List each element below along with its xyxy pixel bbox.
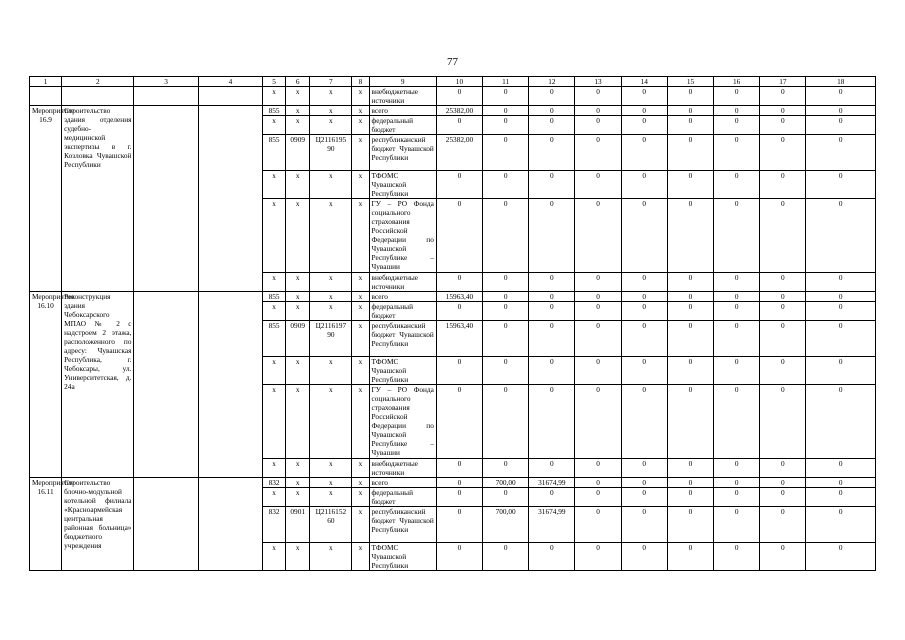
value-cell: 0 [714, 459, 760, 478]
csr-cell: х [310, 488, 352, 507]
column-header: 10 [436, 77, 482, 87]
vr-cell: х [352, 478, 369, 488]
value-cell: 0 [760, 292, 806, 302]
column-header: 3 [134, 77, 198, 87]
grbs-cell: х [263, 302, 286, 321]
value-cell: 0 [529, 321, 575, 357]
value-cell: 0 [667, 488, 713, 507]
source-cell: ГУ – РО Фонда социального страхования Российской Федерации по Чувашской Республике – Чувашии [369, 385, 436, 459]
value-cell: 0 [483, 116, 529, 135]
vr-cell: х [352, 321, 369, 357]
grbs-cell: х [263, 543, 286, 571]
value-cell: 0 [760, 302, 806, 321]
rzpr-cell: х [286, 459, 310, 478]
value-cell: 0 [529, 292, 575, 302]
value-cell: 0 [667, 302, 713, 321]
rzpr-cell: х [286, 106, 310, 116]
name-cell [62, 87, 134, 106]
value-cell: 0 [621, 199, 667, 273]
rzpr-cell: х [286, 116, 310, 135]
value-cell: 0 [806, 543, 876, 571]
value-cell: 0 [667, 292, 713, 302]
vr-cell: х [352, 302, 369, 321]
value-cell: 0 [714, 357, 760, 385]
vr-cell: х [352, 459, 369, 478]
measure-cell: Мероприятие 16.10 [30, 292, 62, 478]
value-cell: 0 [714, 302, 760, 321]
grbs-cell: х [263, 116, 286, 135]
value-cell: 0 [436, 116, 482, 135]
value-cell: 0 [436, 488, 482, 507]
value-cell: 0 [575, 135, 621, 171]
source-cell: внебюджетные источники [369, 273, 436, 292]
column-header: 14 [621, 77, 667, 87]
value-cell: 0 [483, 357, 529, 385]
source-cell: федеральный бюджет [369, 488, 436, 507]
coexecutor-cell [198, 292, 262, 478]
rzpr-cell: х [286, 488, 310, 507]
value-cell: 0 [621, 302, 667, 321]
vr-cell: х [352, 488, 369, 507]
value-cell: 0 [667, 478, 713, 488]
value-cell: 0 [621, 87, 667, 106]
value-cell: 0 [483, 87, 529, 106]
rzpr-cell: х [286, 385, 310, 459]
value-cell: 0 [667, 321, 713, 357]
rzpr-cell: х [286, 478, 310, 488]
value-cell: 0 [436, 199, 482, 273]
value-cell: 0 [529, 199, 575, 273]
value-cell: 31674,99 [529, 507, 575, 543]
header-row [30, 77, 876, 87]
source-cell: внебюджетные источники [369, 459, 436, 478]
value-cell: 0 [529, 302, 575, 321]
table-row [30, 478, 876, 488]
csr-cell: х [310, 543, 352, 571]
column-header: 17 [760, 77, 806, 87]
vr-cell: х [352, 199, 369, 273]
value-cell: 0 [529, 459, 575, 478]
value-cell: 0 [667, 135, 713, 171]
csr-cell: Ц2116195 90 [310, 135, 352, 171]
value-cell: 0 [806, 106, 876, 116]
value-cell: 0 [806, 87, 876, 106]
grbs-cell: х [263, 273, 286, 292]
value-cell: 0 [760, 116, 806, 135]
value-cell: 0 [714, 292, 760, 302]
value-cell: 0 [436, 357, 482, 385]
value-cell: 0 [667, 199, 713, 273]
value-cell: 0 [714, 478, 760, 488]
value-cell: 0 [529, 87, 575, 106]
value-cell: 0 [760, 171, 806, 199]
vr-cell: х [352, 106, 369, 116]
source-cell: ГУ – РО Фонда социального страхования Российской Федерации по Чувашской Республике – Чувашии [369, 199, 436, 273]
value-cell: 0 [806, 273, 876, 292]
measure-cell: Мероприятие 16.11 [30, 478, 62, 571]
value-cell: 31674,99 [529, 478, 575, 488]
value-cell: 0 [436, 459, 482, 478]
column-header: 4 [198, 77, 262, 87]
value-cell: 0 [621, 478, 667, 488]
grbs-cell: х [263, 459, 286, 478]
coexecutor-cell [198, 87, 262, 106]
column-header: 16 [714, 77, 760, 87]
grbs-cell: х [263, 488, 286, 507]
grbs-cell: х [263, 171, 286, 199]
value-cell: 0 [714, 385, 760, 459]
grbs-cell: 832 [263, 478, 286, 488]
value-cell: 0 [760, 135, 806, 171]
grbs-cell: 855 [263, 106, 286, 116]
csr-cell: х [310, 357, 352, 385]
value-cell: 0 [575, 199, 621, 273]
column-header: 2 [62, 77, 134, 87]
value-cell: 0 [714, 199, 760, 273]
csr-cell: х [310, 478, 352, 488]
vr-cell: х [352, 116, 369, 135]
value-cell: 0 [621, 273, 667, 292]
value-cell: 0 [714, 106, 760, 116]
value-cell: 0 [667, 357, 713, 385]
grbs-cell: х [263, 385, 286, 459]
value-cell: 0 [483, 488, 529, 507]
column-header: 9 [369, 77, 436, 87]
vr-cell: х [352, 292, 369, 302]
rzpr-cell: х [286, 543, 310, 571]
source-cell: всего [369, 106, 436, 116]
table-row [30, 87, 876, 106]
column-header: 5 [263, 77, 286, 87]
column-header: 12 [529, 77, 575, 87]
value-cell: 0 [529, 357, 575, 385]
csr-cell: х [310, 385, 352, 459]
value-cell: 0 [806, 135, 876, 171]
source-cell: федеральный бюджет [369, 116, 436, 135]
value-cell: 0 [529, 543, 575, 571]
executor-cell [134, 478, 198, 571]
value-cell: 0 [483, 459, 529, 478]
value-cell: 0 [806, 321, 876, 357]
csr-cell: х [310, 459, 352, 478]
executor-cell [134, 87, 198, 106]
value-cell: 0 [575, 385, 621, 459]
vr-cell: х [352, 357, 369, 385]
source-cell: всего [369, 478, 436, 488]
table-row [30, 292, 876, 302]
source-cell: ТФОМС Чувашской Республики [369, 171, 436, 199]
value-cell: 0 [436, 302, 482, 321]
source-cell: всего [369, 292, 436, 302]
value-cell: 0 [436, 87, 482, 106]
grbs-cell: х [263, 87, 286, 106]
csr-cell: Ц2116152 60 [310, 507, 352, 543]
column-header: 18 [806, 77, 876, 87]
value-cell: 0 [529, 116, 575, 135]
rzpr-cell: х [286, 302, 310, 321]
value-cell: 0 [575, 273, 621, 292]
name-cell: Строительство здания отделения судебно-медицинской экспертизы в г. Козловка Чувашской Республики [62, 106, 134, 292]
grbs-cell: 855 [263, 292, 286, 302]
coexecutor-cell [198, 106, 262, 292]
value-cell: 0 [806, 199, 876, 273]
measure-cell [30, 87, 62, 106]
column-header: 11 [483, 77, 529, 87]
value-cell: 0 [483, 135, 529, 171]
value-cell: 0 [436, 543, 482, 571]
value-cell: 0 [436, 507, 482, 543]
value-cell: 0 [621, 106, 667, 116]
value-cell: 0 [714, 87, 760, 106]
value-cell: 0 [714, 116, 760, 135]
value-cell: 0 [483, 385, 529, 459]
csr-cell: х [310, 292, 352, 302]
value-cell: 0 [575, 87, 621, 106]
value-cell: 0 [575, 302, 621, 321]
value-cell: 0 [575, 357, 621, 385]
value-cell: 0 [529, 273, 575, 292]
value-cell: 0 [483, 321, 529, 357]
value-cell: 0 [575, 459, 621, 478]
source-cell: ТФОМС Чувашской Республики [369, 543, 436, 571]
value-cell: 0 [667, 116, 713, 135]
name-cell: Строительство блочно-модульной котельной филиала «Красноармейская центральная районная больница» бюджетного учреждения [62, 478, 134, 571]
value-cell: 0 [667, 543, 713, 571]
value-cell: 0 [621, 459, 667, 478]
value-cell: 0 [621, 507, 667, 543]
value-cell: 0 [621, 116, 667, 135]
value-cell: 0 [436, 273, 482, 292]
grbs-cell: 855 [263, 135, 286, 171]
source-cell: республиканский бюджет Чувашской Республики [369, 321, 436, 357]
value-cell: 0 [436, 478, 482, 488]
value-cell: 0 [806, 488, 876, 507]
value-cell: 0 [621, 543, 667, 571]
value-cell: 0 [806, 302, 876, 321]
value-cell: 0 [529, 135, 575, 171]
value-cell: 25382,00 [436, 135, 482, 171]
grbs-cell: 855 [263, 321, 286, 357]
rzpr-cell: х [286, 87, 310, 106]
column-header: 13 [575, 77, 621, 87]
value-cell: 700,00 [483, 507, 529, 543]
grbs-cell: х [263, 357, 286, 385]
value-cell: 0 [575, 116, 621, 135]
value-cell: 0 [760, 543, 806, 571]
value-cell: 0 [667, 507, 713, 543]
vr-cell: х [352, 507, 369, 543]
vr-cell: х [352, 87, 369, 106]
value-cell: 0 [760, 199, 806, 273]
value-cell: 0 [483, 292, 529, 302]
value-cell: 0 [436, 385, 482, 459]
value-cell: 0 [806, 357, 876, 385]
value-cell: 0 [667, 171, 713, 199]
grbs-cell: х [263, 199, 286, 273]
value-cell: 0 [529, 385, 575, 459]
source-cell: внебюджетные источники [369, 87, 436, 106]
column-header: 1 [30, 77, 62, 87]
csr-cell: х [310, 273, 352, 292]
value-cell: 0 [760, 507, 806, 543]
column-header: 6 [286, 77, 310, 87]
rzpr-cell: х [286, 273, 310, 292]
value-cell: 15963,40 [436, 321, 482, 357]
value-cell: 0 [714, 273, 760, 292]
grbs-cell: 832 [263, 507, 286, 543]
value-cell: 0 [714, 507, 760, 543]
vr-cell: х [352, 171, 369, 199]
value-cell: 0 [529, 106, 575, 116]
value-cell: 0 [714, 488, 760, 507]
value-cell: 0 [529, 171, 575, 199]
value-cell: 0 [760, 478, 806, 488]
column-header: 8 [352, 77, 369, 87]
value-cell: 0 [621, 385, 667, 459]
value-cell: 0 [760, 321, 806, 357]
value-cell: 0 [760, 357, 806, 385]
vr-cell: х [352, 385, 369, 459]
csr-cell: х [310, 199, 352, 273]
value-cell: 700,00 [483, 478, 529, 488]
value-cell: 0 [529, 488, 575, 507]
value-cell: 0 [714, 321, 760, 357]
rzpr-cell: 0909 [286, 321, 310, 357]
value-cell: 0 [760, 385, 806, 459]
value-cell: 0 [575, 488, 621, 507]
value-cell: 0 [760, 459, 806, 478]
value-cell: 0 [575, 543, 621, 571]
value-cell: 0 [760, 87, 806, 106]
rzpr-cell: х [286, 199, 310, 273]
value-cell: 0 [667, 106, 713, 116]
value-cell: 0 [483, 171, 529, 199]
value-cell: 0 [621, 135, 667, 171]
csr-cell: х [310, 116, 352, 135]
value-cell: 0 [483, 302, 529, 321]
value-cell: 0 [806, 116, 876, 135]
value-cell: 0 [483, 106, 529, 116]
value-cell: 0 [760, 106, 806, 116]
source-cell: ТФОМС Чувашской Республики [369, 357, 436, 385]
source-cell: федеральный бюджет [369, 302, 436, 321]
value-cell: 0 [714, 543, 760, 571]
vr-cell: х [352, 135, 369, 171]
csr-cell: х [310, 171, 352, 199]
value-cell: 25382,00 [436, 106, 482, 116]
budget-table [29, 76, 876, 571]
rzpr-cell: 0909 [286, 135, 310, 171]
value-cell: 0 [806, 478, 876, 488]
vr-cell: х [352, 543, 369, 571]
value-cell: 0 [806, 385, 876, 459]
value-cell: 0 [621, 488, 667, 507]
value-cell: 0 [575, 321, 621, 357]
csr-cell: Ц2116197 90 [310, 321, 352, 357]
value-cell: 0 [483, 273, 529, 292]
value-cell: 0 [714, 171, 760, 199]
executor-cell [134, 292, 198, 478]
table-row [30, 106, 876, 116]
value-cell: 0 [806, 171, 876, 199]
value-cell: 0 [760, 273, 806, 292]
value-cell: 0 [621, 357, 667, 385]
source-cell: республиканский бюджет Чувашской Республики [369, 507, 436, 543]
value-cell: 0 [714, 135, 760, 171]
vr-cell: х [352, 273, 369, 292]
rzpr-cell: х [286, 357, 310, 385]
value-cell: 0 [436, 171, 482, 199]
value-cell: 0 [575, 106, 621, 116]
csr-cell: х [310, 87, 352, 106]
value-cell: 0 [621, 321, 667, 357]
value-cell: 0 [575, 292, 621, 302]
value-cell: 0 [667, 273, 713, 292]
source-cell: республиканский бюджет Чувашской Республики [369, 135, 436, 171]
rzpr-cell: 0901 [286, 507, 310, 543]
value-cell: 0 [667, 459, 713, 478]
rzpr-cell: х [286, 292, 310, 302]
value-cell: 0 [621, 292, 667, 302]
rzpr-cell: х [286, 171, 310, 199]
value-cell: 0 [483, 199, 529, 273]
value-cell: 0 [483, 543, 529, 571]
column-header: 15 [667, 77, 713, 87]
value-cell: 0 [575, 507, 621, 543]
page-number: 77 [447, 56, 458, 68]
csr-cell: х [310, 106, 352, 116]
name-cell: Реконструкция здания Чебоксарского МПАО № 2 с надстроем 2 этажа, расположенного по адресу: Чувашская Республика, г. Чебоксары, ул. Университетская, д. 24а [62, 292, 134, 478]
executor-cell [134, 106, 198, 292]
column-header: 7 [310, 77, 352, 87]
value-cell: 0 [575, 171, 621, 199]
value-cell: 0 [806, 507, 876, 543]
value-cell: 0 [667, 385, 713, 459]
value-cell: 0 [760, 488, 806, 507]
value-cell: 0 [621, 171, 667, 199]
value-cell: 0 [667, 87, 713, 106]
value-cell: 0 [575, 478, 621, 488]
value-cell: 0 [806, 292, 876, 302]
coexecutor-cell [198, 478, 262, 571]
value-cell: 15963,40 [436, 292, 482, 302]
value-cell: 0 [806, 459, 876, 478]
csr-cell: х [310, 302, 352, 321]
measure-cell: Мероприятие 16.9 [30, 106, 62, 292]
